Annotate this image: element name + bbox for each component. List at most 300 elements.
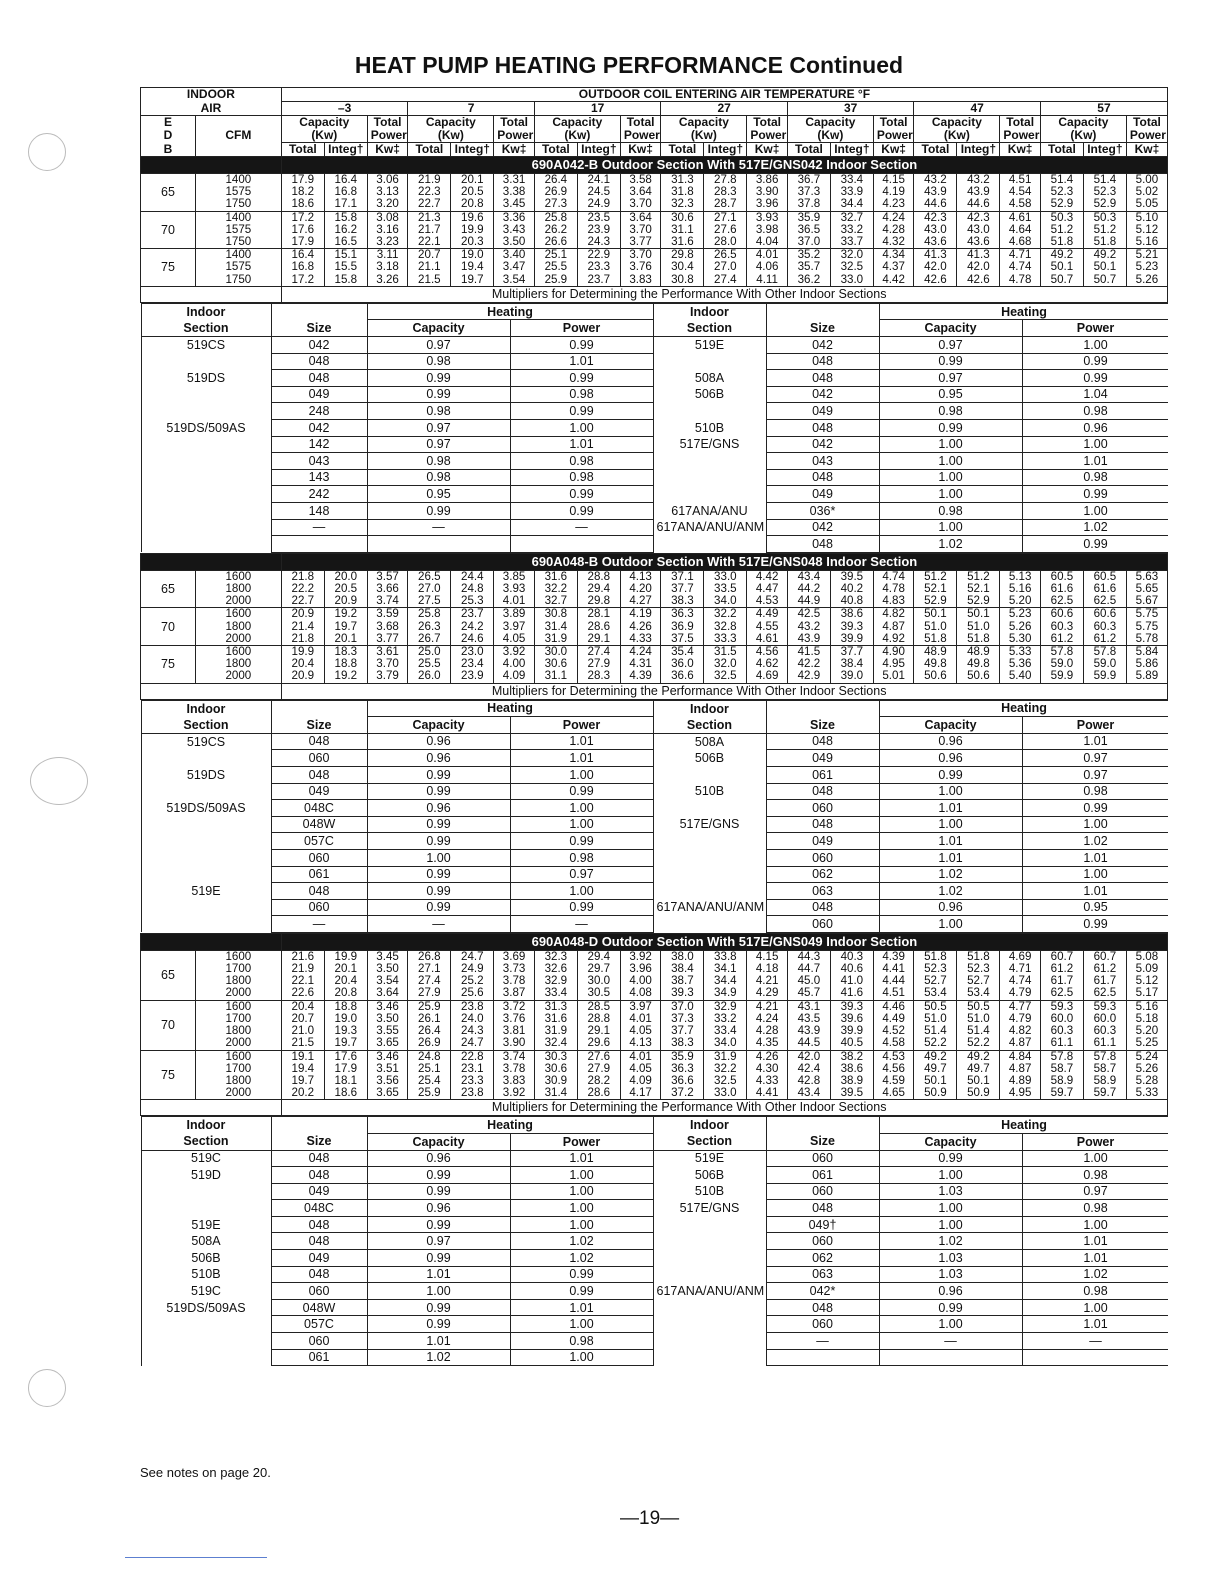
indoor-section-cell bbox=[653, 1333, 766, 1350]
value-cell: 51.0 bbox=[914, 621, 957, 633]
capacity-multiplier-cell: 0.99 bbox=[367, 1316, 510, 1333]
value-cell: 27.4 bbox=[408, 975, 451, 987]
value-cell: 43.2 bbox=[787, 621, 830, 633]
value-cell: 51.4 bbox=[957, 1025, 1000, 1037]
value-cell: 42.4 bbox=[787, 1063, 830, 1075]
value-cell: 5.01 bbox=[873, 670, 914, 683]
power-multiplier-cell: 0.96 bbox=[1022, 419, 1168, 436]
capacity-multiplier-cell: 0.96 bbox=[879, 899, 1022, 916]
value-cell: 59.7 bbox=[1083, 1087, 1126, 1100]
value-cell: 30.6 bbox=[661, 211, 704, 224]
capacity-multiplier-cell: 1.00 bbox=[879, 1216, 1022, 1233]
value-cell: 51.2 bbox=[914, 570, 957, 583]
power-multiplier-cell: 1.01 bbox=[1022, 1250, 1168, 1267]
indoor-label: Indoor bbox=[141, 700, 271, 717]
value-cell: 49.8 bbox=[914, 658, 957, 670]
capacity-multiplier-cell: 1.00 bbox=[879, 436, 1022, 453]
value-cell: 4.09 bbox=[494, 670, 535, 683]
power-multiplier-cell: 1.00 bbox=[510, 800, 653, 817]
value-cell: 28.7 bbox=[704, 198, 747, 211]
value-cell: 4.01 bbox=[620, 1013, 661, 1025]
value-cell: 44.6 bbox=[957, 198, 1000, 211]
value-cell: 24.1 bbox=[577, 174, 620, 187]
value-cell: 51.8 bbox=[1083, 236, 1126, 249]
value-cell: 22.7 bbox=[408, 198, 451, 211]
value-cell: 28.6 bbox=[577, 1087, 620, 1100]
value-cell: 35.9 bbox=[661, 1050, 704, 1063]
power-multiplier-cell: 0.99 bbox=[1022, 370, 1168, 387]
value-cell: 3.64 bbox=[620, 211, 661, 224]
indoor-section-cell bbox=[653, 353, 766, 370]
value-cell: 51.0 bbox=[957, 1013, 1000, 1025]
value-cell: 4.05 bbox=[494, 633, 535, 646]
value-cell: 43.4 bbox=[787, 1087, 830, 1100]
indoor-section-cell bbox=[141, 536, 271, 553]
indoor-section-cell: 519DS/509AS bbox=[141, 419, 271, 436]
data-row bbox=[141, 224, 1168, 236]
value-cell: 42.3 bbox=[914, 211, 957, 224]
value-cell: 3.45 bbox=[494, 198, 535, 211]
value-cell: 27.3 bbox=[534, 198, 577, 211]
cfm-cell: 1750 bbox=[195, 236, 281, 249]
value-cell: 3.59 bbox=[367, 608, 408, 621]
value-cell: 3.50 bbox=[494, 236, 535, 249]
indoor-section-cell bbox=[653, 1233, 766, 1250]
value-cell: 21.8 bbox=[281, 633, 324, 646]
value-cell: 20.8 bbox=[451, 198, 494, 211]
power-multiplier-cell: 0.97 bbox=[1022, 1183, 1168, 1200]
indoor-section-cell bbox=[141, 833, 271, 850]
multiplier-container bbox=[141, 1116, 1168, 1366]
value-cell: 37.0 bbox=[787, 236, 830, 249]
size-label: Size bbox=[766, 320, 879, 337]
size-cell: 048 bbox=[271, 1233, 367, 1250]
total-kw-header: Total bbox=[281, 143, 324, 157]
value-cell: 4.05 bbox=[620, 1063, 661, 1075]
size-cell: 042 bbox=[766, 519, 879, 536]
capacity-multiplier-cell: 1.00 bbox=[879, 469, 1022, 486]
kw-total-header: Kw‡ bbox=[747, 143, 788, 157]
value-cell: 17.6 bbox=[324, 1050, 367, 1063]
value-cell: 4.31 bbox=[620, 658, 661, 670]
value-cell: 3.06 bbox=[367, 174, 408, 187]
value-cell: 5.28 bbox=[1126, 1075, 1167, 1087]
value-cell: 20.9 bbox=[281, 670, 324, 683]
value-cell: 5.09 bbox=[1126, 963, 1167, 975]
power-multiplier-cell: 0.99 bbox=[1022, 536, 1168, 553]
temp-header: 17 bbox=[534, 102, 661, 116]
power-multiplier-cell: 0.98 bbox=[1022, 1200, 1168, 1217]
data-row bbox=[141, 1063, 1168, 1075]
value-cell: 28.8 bbox=[577, 1013, 620, 1025]
value-cell: 51.8 bbox=[957, 950, 1000, 963]
value-cell: 43.9 bbox=[914, 186, 957, 198]
indoor-section-cell bbox=[653, 833, 766, 850]
power-multiplier-cell: 1.02 bbox=[510, 1233, 653, 1250]
cfm-cell: 2000 bbox=[195, 1037, 281, 1050]
indoor-section-cell: 519DS/509AS bbox=[141, 1299, 271, 1316]
capacity-label: Capacity bbox=[879, 1133, 1022, 1150]
size-cell: 142 bbox=[271, 436, 367, 453]
value-cell: 43.4 bbox=[787, 570, 830, 583]
value-cell: 50.6 bbox=[914, 670, 957, 683]
value-cell: 4.11 bbox=[747, 274, 788, 287]
value-cell: 62.5 bbox=[1083, 595, 1126, 608]
value-cell: 60.7 bbox=[1083, 950, 1126, 963]
multiplier-row bbox=[141, 849, 1168, 866]
value-cell: 31.9 bbox=[534, 633, 577, 646]
value-cell: 29.1 bbox=[577, 633, 620, 646]
value-cell: 39.3 bbox=[661, 987, 704, 1000]
value-cell: 31.9 bbox=[534, 1025, 577, 1037]
power-header: Power bbox=[620, 129, 661, 143]
capacity-multiplier-cell: 1.02 bbox=[367, 1349, 510, 1366]
value-cell: 4.62 bbox=[747, 658, 788, 670]
value-cell: 3.73 bbox=[494, 963, 535, 975]
value-cell: 29.4 bbox=[577, 583, 620, 595]
multiplier-row bbox=[141, 403, 1168, 420]
cfm-cell: 1400 bbox=[195, 174, 281, 187]
indoor-section-cell: 506B bbox=[141, 1250, 271, 1267]
section-label: Section bbox=[653, 717, 766, 734]
section-band: 690A048-B Outdoor Section With 517E/GNS048 Indoor Section bbox=[281, 553, 1167, 570]
power-multiplier-cell: 0.99 bbox=[510, 899, 653, 916]
value-cell: 30.6 bbox=[534, 658, 577, 670]
value-cell: 26.6 bbox=[534, 236, 577, 249]
value-cell: 33.4 bbox=[534, 987, 577, 1000]
power-multiplier-cell: 0.97 bbox=[1022, 750, 1168, 767]
cfm-cell: 2000 bbox=[195, 987, 281, 1000]
power-multiplier-cell: 1.01 bbox=[510, 733, 653, 750]
cfm-cell: 1800 bbox=[195, 1025, 281, 1037]
size-cell: 048 bbox=[766, 816, 879, 833]
size-cell: 048 bbox=[766, 469, 879, 486]
indoor-section-cell bbox=[653, 916, 766, 933]
indoor-section-cell: 519DS bbox=[141, 766, 271, 783]
kw-total-header: Kw‡ bbox=[494, 143, 535, 157]
value-cell: 5.16 bbox=[1126, 236, 1167, 249]
value-cell: 39.3 bbox=[830, 621, 873, 633]
value-cell: 43.9 bbox=[787, 1025, 830, 1037]
value-cell: 4.69 bbox=[1000, 950, 1041, 963]
value-cell: 42.0 bbox=[957, 261, 1000, 273]
value-cell: 4.46 bbox=[873, 1000, 914, 1013]
capacity-multiplier-cell: 0.99 bbox=[879, 353, 1022, 370]
capacity-label: Capacity bbox=[879, 320, 1022, 337]
value-cell: 37.7 bbox=[830, 645, 873, 658]
value-cell: 32.9 bbox=[704, 1000, 747, 1013]
size-cell: 060 bbox=[766, 1316, 879, 1333]
indoor-section-cell: 510B bbox=[141, 1266, 271, 1283]
power-header: Power bbox=[747, 129, 788, 143]
value-cell: 49.7 bbox=[957, 1063, 1000, 1075]
multiplier-row bbox=[141, 1183, 1168, 1200]
edb-cell: 75 bbox=[141, 249, 196, 287]
value-cell: 3.96 bbox=[747, 198, 788, 211]
value-cell: 4.24 bbox=[873, 211, 914, 224]
header-row bbox=[141, 143, 1168, 157]
size-cell: 048 bbox=[271, 370, 367, 387]
value-cell: 49.2 bbox=[957, 1050, 1000, 1063]
value-cell: 52.3 bbox=[957, 963, 1000, 975]
value-cell: 3.90 bbox=[747, 186, 788, 198]
value-cell: 5.16 bbox=[1126, 1000, 1167, 1013]
capacity-multiplier-cell: 0.97 bbox=[879, 337, 1022, 354]
value-cell: 40.2 bbox=[830, 583, 873, 595]
capacity-label: Capacity bbox=[367, 320, 510, 337]
multiplier-row bbox=[141, 453, 1168, 470]
value-cell: 19.7 bbox=[324, 621, 367, 633]
indoor-section-cell bbox=[653, 849, 766, 866]
value-cell: 3.46 bbox=[367, 1050, 408, 1063]
power-multiplier-cell: 0.99 bbox=[510, 403, 653, 420]
value-cell: 4.87 bbox=[1000, 1063, 1041, 1075]
multiplier-row bbox=[141, 1266, 1168, 1283]
value-cell: 20.3 bbox=[451, 236, 494, 249]
indoor-section-cell: 510B bbox=[653, 419, 766, 436]
size-cell: 060 bbox=[766, 1183, 879, 1200]
value-cell: 5.89 bbox=[1126, 670, 1167, 683]
kw-header: (Kw) bbox=[408, 129, 494, 143]
value-cell: 38.4 bbox=[661, 963, 704, 975]
size-cell: 048 bbox=[271, 883, 367, 900]
capacity-multiplier-cell: 1.01 bbox=[879, 833, 1022, 850]
capacity-multiplier-cell: 0.99 bbox=[367, 816, 510, 833]
capacity-multiplier-cell: 0.97 bbox=[367, 337, 510, 354]
value-cell: 50.7 bbox=[1040, 274, 1083, 287]
value-cell: 3.98 bbox=[747, 224, 788, 236]
capacity-multiplier-cell: 0.99 bbox=[367, 370, 510, 387]
value-cell: 4.13 bbox=[620, 1037, 661, 1050]
value-cell: 45.0 bbox=[787, 975, 830, 987]
value-cell: 5.05 bbox=[1126, 198, 1167, 211]
value-cell: 27.1 bbox=[408, 963, 451, 975]
value-cell: 30.8 bbox=[661, 274, 704, 287]
power-multiplier-cell: 0.99 bbox=[510, 502, 653, 519]
value-cell: 43.9 bbox=[787, 633, 830, 646]
value-cell: 32.5 bbox=[830, 261, 873, 273]
data-row bbox=[141, 633, 1168, 646]
value-cell: 3.38 bbox=[494, 186, 535, 198]
value-cell: 36.9 bbox=[661, 621, 704, 633]
temp-header: –3 bbox=[281, 102, 408, 116]
power-multiplier-cell: 0.98 bbox=[1022, 783, 1168, 800]
value-cell: 21.3 bbox=[408, 211, 451, 224]
value-cell: 4.58 bbox=[1000, 198, 1041, 211]
value-cell: 33.0 bbox=[704, 570, 747, 583]
indoor-section-cell: 617ANA/ANU bbox=[653, 502, 766, 519]
value-cell: 31.1 bbox=[661, 224, 704, 236]
indoor-section-cell bbox=[653, 403, 766, 420]
value-cell: 51.4 bbox=[1040, 174, 1083, 187]
value-cell: 4.01 bbox=[747, 249, 788, 262]
power-label: Power bbox=[510, 320, 653, 337]
value-cell: 44.2 bbox=[787, 583, 830, 595]
value-cell: 36.6 bbox=[661, 670, 704, 683]
capacity-multiplier-cell: 0.99 bbox=[367, 1299, 510, 1316]
value-cell: 52.9 bbox=[914, 595, 957, 608]
value-cell: 29.8 bbox=[577, 595, 620, 608]
capacity-header: Capacity bbox=[787, 116, 873, 130]
value-cell: 60.7 bbox=[1040, 950, 1083, 963]
value-cell: 42.3 bbox=[957, 211, 1000, 224]
value-cell: 4.69 bbox=[747, 670, 788, 683]
size-cell: 062 bbox=[766, 866, 879, 883]
value-cell: 3.36 bbox=[494, 211, 535, 224]
size-cell: 048 bbox=[271, 1216, 367, 1233]
value-cell: 5.63 bbox=[1126, 570, 1167, 583]
indoor-label: Indoor bbox=[653, 700, 766, 717]
value-cell: 3.96 bbox=[620, 963, 661, 975]
value-cell: 30.5 bbox=[577, 987, 620, 1000]
capacity-header: Capacity bbox=[661, 116, 747, 130]
value-cell: 19.2 bbox=[324, 670, 367, 683]
capacity-multiplier-cell: 1.00 bbox=[367, 1283, 510, 1300]
value-cell: 19.0 bbox=[324, 1013, 367, 1025]
value-cell: 15.8 bbox=[324, 274, 367, 287]
value-cell: 20.9 bbox=[324, 595, 367, 608]
section-band-row bbox=[141, 553, 1168, 570]
value-cell: 42.5 bbox=[787, 608, 830, 621]
power-multiplier-cell: 1.01 bbox=[1022, 733, 1168, 750]
edb-cell: 75 bbox=[141, 1050, 196, 1100]
size-cell: 042* bbox=[766, 1283, 879, 1300]
power-multiplier-cell: 0.98 bbox=[510, 453, 653, 470]
power-multiplier-cell: 0.99 bbox=[1022, 353, 1168, 370]
value-cell: 20.4 bbox=[281, 658, 324, 670]
capacity-multiplier-cell: 0.95 bbox=[879, 386, 1022, 403]
capacity-multiplier-cell: 0.96 bbox=[367, 800, 510, 817]
indoor-section-cell bbox=[141, 386, 271, 403]
indoor-section-cell bbox=[653, 1250, 766, 1267]
value-cell: 31.6 bbox=[661, 236, 704, 249]
size-cell: 060 bbox=[271, 899, 367, 916]
indoor-section-cell bbox=[141, 866, 271, 883]
value-cell: 34.9 bbox=[704, 987, 747, 1000]
value-cell: 4.24 bbox=[620, 645, 661, 658]
size-cell: 042 bbox=[766, 386, 879, 403]
value-cell: 32.6 bbox=[534, 963, 577, 975]
value-cell: 18.2 bbox=[281, 186, 324, 198]
size-cell: 043 bbox=[766, 453, 879, 470]
value-cell: 20.7 bbox=[408, 249, 451, 262]
value-cell: 28.1 bbox=[577, 608, 620, 621]
value-cell: 60.3 bbox=[1083, 1025, 1126, 1037]
value-cell: 3.64 bbox=[620, 186, 661, 198]
cfm-cell: 1800 bbox=[195, 621, 281, 633]
value-cell: 33.2 bbox=[830, 224, 873, 236]
value-cell: 22.3 bbox=[408, 186, 451, 198]
multiplier-row bbox=[141, 486, 1168, 503]
value-cell: 23.9 bbox=[577, 224, 620, 236]
size-cell: 042 bbox=[766, 337, 879, 354]
value-cell: 33.4 bbox=[704, 1025, 747, 1037]
binder-hole-middle bbox=[30, 757, 88, 805]
capacity-multiplier-cell: 0.99 bbox=[367, 1250, 510, 1267]
value-cell: 51.0 bbox=[957, 621, 1000, 633]
value-cell: 33.8 bbox=[704, 950, 747, 963]
power-multiplier-cell: 1.01 bbox=[1022, 1233, 1168, 1250]
indoor-section-cell bbox=[141, 403, 271, 420]
value-cell: 50.1 bbox=[1083, 261, 1126, 273]
capacity-multiplier-cell: 1.01 bbox=[367, 1266, 510, 1283]
value-cell: 3.83 bbox=[620, 274, 661, 287]
data-row bbox=[141, 174, 1168, 187]
value-cell: 3.65 bbox=[367, 1037, 408, 1050]
value-cell: 4.56 bbox=[747, 645, 788, 658]
value-cell: 4.39 bbox=[620, 670, 661, 683]
value-cell: 33.9 bbox=[830, 186, 873, 198]
value-cell: 39.5 bbox=[830, 1087, 873, 1100]
size-label: Size bbox=[271, 717, 367, 734]
power-multiplier-cell: 1.00 bbox=[510, 419, 653, 436]
temp-header: 57 bbox=[1040, 102, 1167, 116]
power-multiplier-cell: 0.99 bbox=[510, 833, 653, 850]
value-cell: 4.18 bbox=[747, 963, 788, 975]
value-cell: 3.70 bbox=[367, 658, 408, 670]
value-cell: 3.86 bbox=[747, 174, 788, 187]
power-multiplier-cell: 1.00 bbox=[510, 1216, 653, 1233]
capacity-multiplier-cell: 1.02 bbox=[879, 866, 1022, 883]
value-cell: 52.3 bbox=[1040, 186, 1083, 198]
indoor-section-cell bbox=[141, 783, 271, 800]
value-cell: 21.5 bbox=[408, 274, 451, 287]
value-cell: 32.3 bbox=[661, 198, 704, 211]
size-cell: 042 bbox=[271, 337, 367, 354]
value-cell: 28.5 bbox=[577, 1000, 620, 1013]
power-label: Power bbox=[510, 1133, 653, 1150]
section-band: 690A048-D Outdoor Section With 517E/GNS049 Indoor Section bbox=[281, 933, 1167, 950]
indoor-section-cell bbox=[653, 469, 766, 486]
cfm-cell: 1800 bbox=[195, 583, 281, 595]
value-cell: 3.92 bbox=[620, 950, 661, 963]
band-spacer bbox=[141, 286, 282, 302]
binder-hole-bottom bbox=[28, 1369, 66, 1407]
value-cell: 37.5 bbox=[661, 633, 704, 646]
power-multiplier-cell: 1.00 bbox=[1022, 866, 1168, 883]
power-multiplier-cell: 0.98 bbox=[510, 386, 653, 403]
value-cell: 17.9 bbox=[281, 174, 324, 187]
value-cell: 19.9 bbox=[324, 950, 367, 963]
power-multiplier-cell: 1.00 bbox=[1022, 1216, 1168, 1233]
value-cell: 27.8 bbox=[704, 174, 747, 187]
total-kw-header: Total bbox=[408, 143, 451, 157]
power-multiplier-cell: 1.00 bbox=[510, 883, 653, 900]
value-cell: 30.6 bbox=[534, 1063, 577, 1075]
power-multiplier-cell: 1.00 bbox=[510, 766, 653, 783]
edb-cell: 70 bbox=[141, 211, 196, 249]
indoor-section-cell bbox=[653, 1349, 766, 1366]
value-cell: 4.89 bbox=[1000, 1075, 1041, 1087]
value-cell: 19.0 bbox=[451, 249, 494, 262]
value-cell: 61.2 bbox=[1040, 633, 1083, 646]
indoor-section-cell bbox=[141, 1333, 271, 1350]
value-cell: 4.51 bbox=[1000, 174, 1041, 187]
value-cell: 58.9 bbox=[1083, 1075, 1126, 1087]
data-row bbox=[141, 595, 1168, 608]
power-multiplier-cell: 1.00 bbox=[510, 1316, 653, 1333]
capacity-label: Capacity bbox=[367, 1133, 510, 1150]
value-cell: 30.9 bbox=[534, 1075, 577, 1087]
value-cell: 25.0 bbox=[408, 645, 451, 658]
value-cell: 51.4 bbox=[914, 1025, 957, 1037]
value-cell: 50.6 bbox=[957, 670, 1000, 683]
value-cell: 16.8 bbox=[324, 186, 367, 198]
value-cell: 50.5 bbox=[957, 1000, 1000, 1013]
value-cell: 58.9 bbox=[1040, 1075, 1083, 1087]
value-cell: 51.2 bbox=[957, 570, 1000, 583]
heating-label: Heating bbox=[879, 1117, 1168, 1134]
